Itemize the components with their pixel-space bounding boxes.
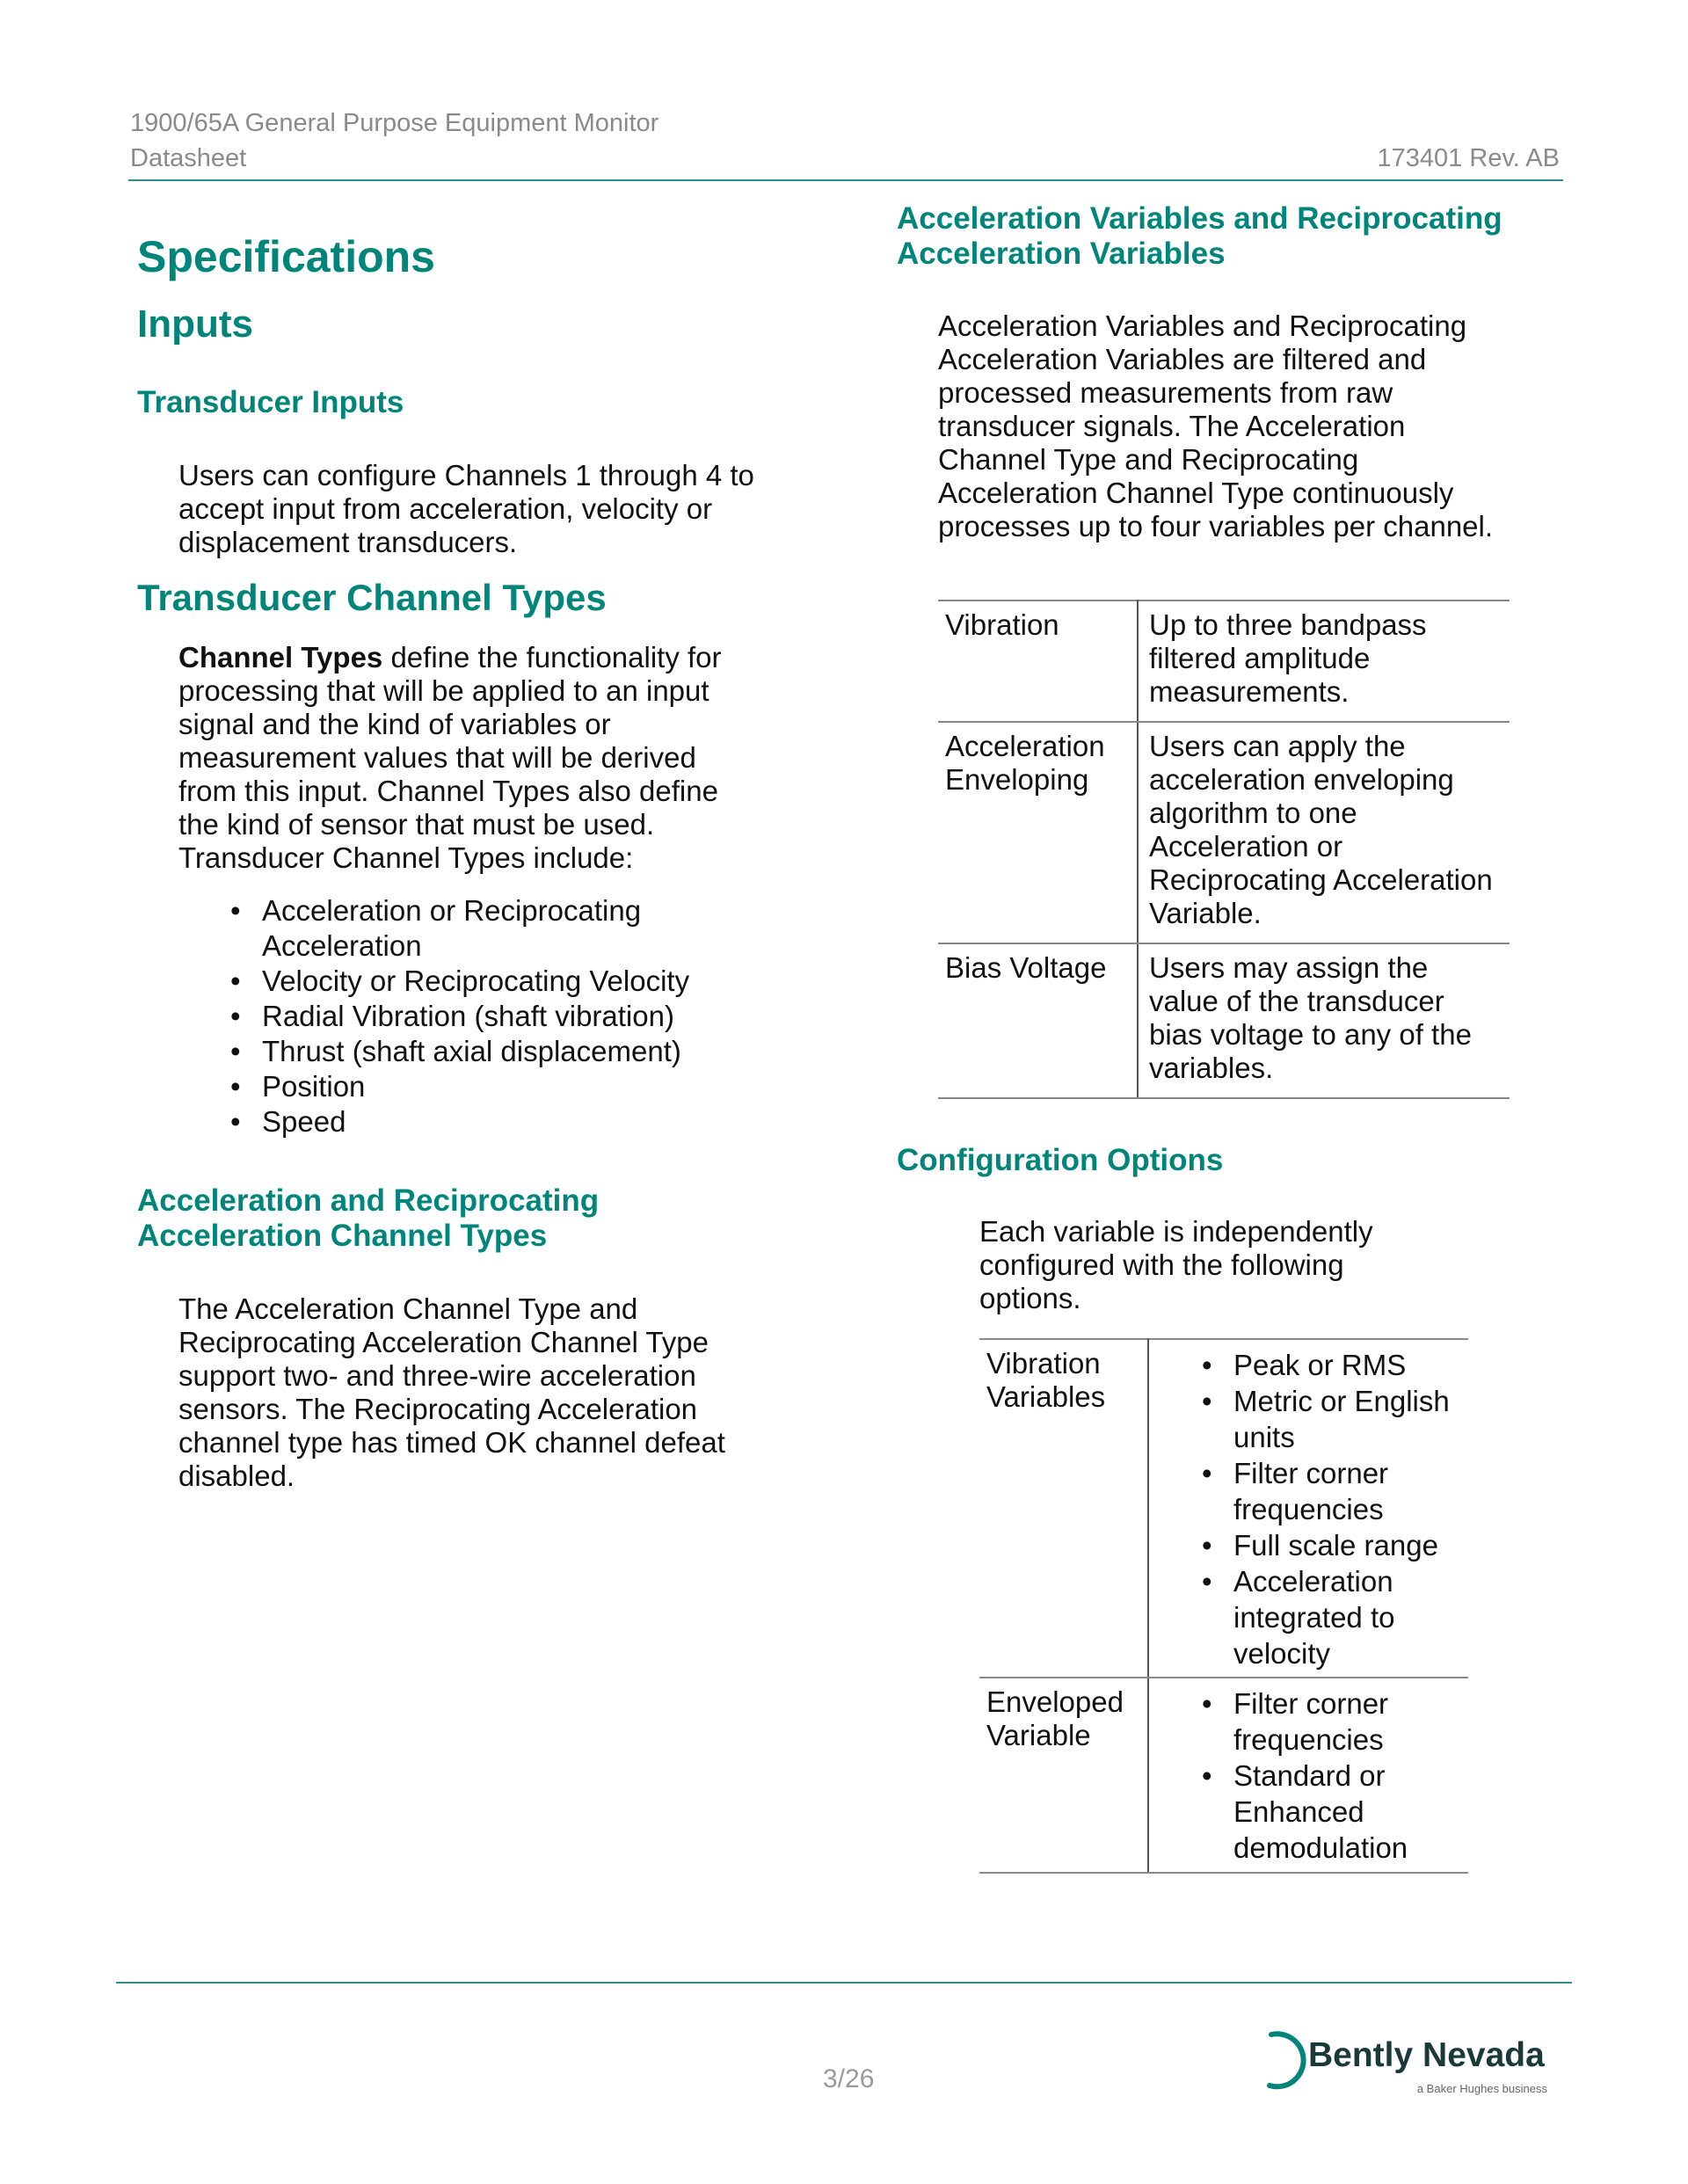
config-list — [1202, 1347, 1461, 1671]
configuration-table — [979, 1338, 1468, 1874]
table-cell-label: Vibration Variables — [979, 1339, 1148, 1678]
specifications-heading: Specifications — [137, 232, 435, 281]
configuration-options-text: Each variable is independently configured with the following options. — [979, 1215, 1373, 1314]
list-item: • Standard or Enhanced demodulation — [1202, 1758, 1461, 1866]
accel-variables-heading: Acceleration Variables and Reciprocating Acceleration Variables — [897, 201, 1502, 271]
accel-channel-types-text: The Acceleration Channel Type and Reciprocating Acceleration Channel Type support two- and three-wire acceleration sensors. The Reciprocating Acceleration channel type has timed OK channel defeat disabled. — [178, 1292, 725, 1492]
list-item: • Radial Vibration (shaft vibration) — [230, 999, 758, 1034]
list-item: • Velocity or Reciprocating Velocity — [230, 964, 758, 999]
transducer-inputs-heading: Transducer Inputs — [137, 385, 404, 419]
table-cell-items — [1148, 1678, 1468, 1873]
config-list — [1202, 1685, 1461, 1866]
table-cell-label: Acceleration Enveloping — [938, 722, 1138, 943]
list-item: • Acceleration integrated to velocity — [1202, 1563, 1461, 1671]
list-item: • Acceleration or Reciprocating Acceleration — [230, 893, 758, 964]
table-cell-items — [1148, 1339, 1468, 1678]
doc-title: 1900/65A General Purpose Equipment Monitor — [130, 109, 659, 137]
list-item: • Position — [230, 1069, 758, 1104]
logo-text: Bently Nevada — [1308, 2036, 1545, 2074]
channel-types-desc: define the functionality for processing that will be applied to an input signal and the kind of variables or measurement values that will be derived from this input. Channel Types also define the kind of sensor that must be used. Transducer Channel Types include: — [178, 641, 722, 874]
logo-mark-icon — [1254, 2027, 1306, 2094]
table-cell-desc: Users may assign the value of the transducer bias voltage to any of the variables. — [1138, 943, 1510, 1098]
table-row — [938, 722, 1510, 943]
list-item: • Metric or English units — [1202, 1383, 1461, 1455]
logo-subtext: a Baker Hughes business — [1416, 2082, 1547, 2095]
bently-nevada-logo — [1254, 2027, 1553, 2107]
table-row — [938, 943, 1510, 1098]
list-item: • Peak or RMS — [1202, 1347, 1461, 1383]
table-row — [979, 1339, 1468, 1678]
list-item: • Thrust (shaft axial displacement) — [230, 1034, 758, 1069]
doc-number: 173401 Rev. AB — [1377, 144, 1560, 172]
page-number: 3/26 — [823, 2064, 875, 2093]
accel-variables-text: Acceleration Variables and Reciprocating Acceleration Variables are filtered and processed measurements from raw transducer signals. The Acceleration Channel Type and Reciprocating Acceleration Channel Type continuously processes up to four variables per channel. — [938, 309, 1494, 542]
list-item: • Filter corner frequencies — [1202, 1685, 1461, 1758]
accel-channel-types-heading: Acceleration and Reciprocating Acceleration Channel Types — [137, 1183, 600, 1253]
channel-types-heading: Transducer Channel Types — [137, 577, 607, 618]
inputs-heading: Inputs — [137, 302, 253, 346]
table-row — [979, 1678, 1468, 1873]
channel-types-text — [178, 641, 759, 875]
table-cell-label: Bias Voltage — [938, 943, 1138, 1098]
table-cell-desc: Users can apply the acceleration enveloping algorithm to one Acceleration or Reciprocating Acceleration Variable. — [1138, 722, 1510, 943]
channel-types-list — [230, 893, 758, 1139]
header-title — [130, 106, 658, 176]
channel-types-bold: Channel Types — [178, 641, 383, 673]
configuration-options-heading: Configuration Options — [897, 1143, 1224, 1177]
doc-subtitle: Datasheet — [130, 144, 247, 172]
table-cell-desc: Up to three bandpass filtered amplitude measurements. — [1138, 601, 1510, 722]
list-item: • Speed — [230, 1104, 758, 1139]
footer-rule — [116, 1982, 1572, 1984]
table-cell-label: Enveloped Variable — [979, 1678, 1148, 1873]
variables-table — [938, 600, 1510, 1099]
list-item: • Filter corner frequencies — [1202, 1455, 1461, 1527]
table-cell-label: Vibration — [938, 601, 1138, 722]
header-rule — [128, 179, 1563, 181]
transducer-inputs-text: Users can configure Channels 1 through 4 to accept input from acceleration, velocity or displacement transducers. — [178, 459, 754, 558]
table-row — [938, 601, 1510, 722]
list-item: • Full scale range — [1202, 1527, 1461, 1563]
